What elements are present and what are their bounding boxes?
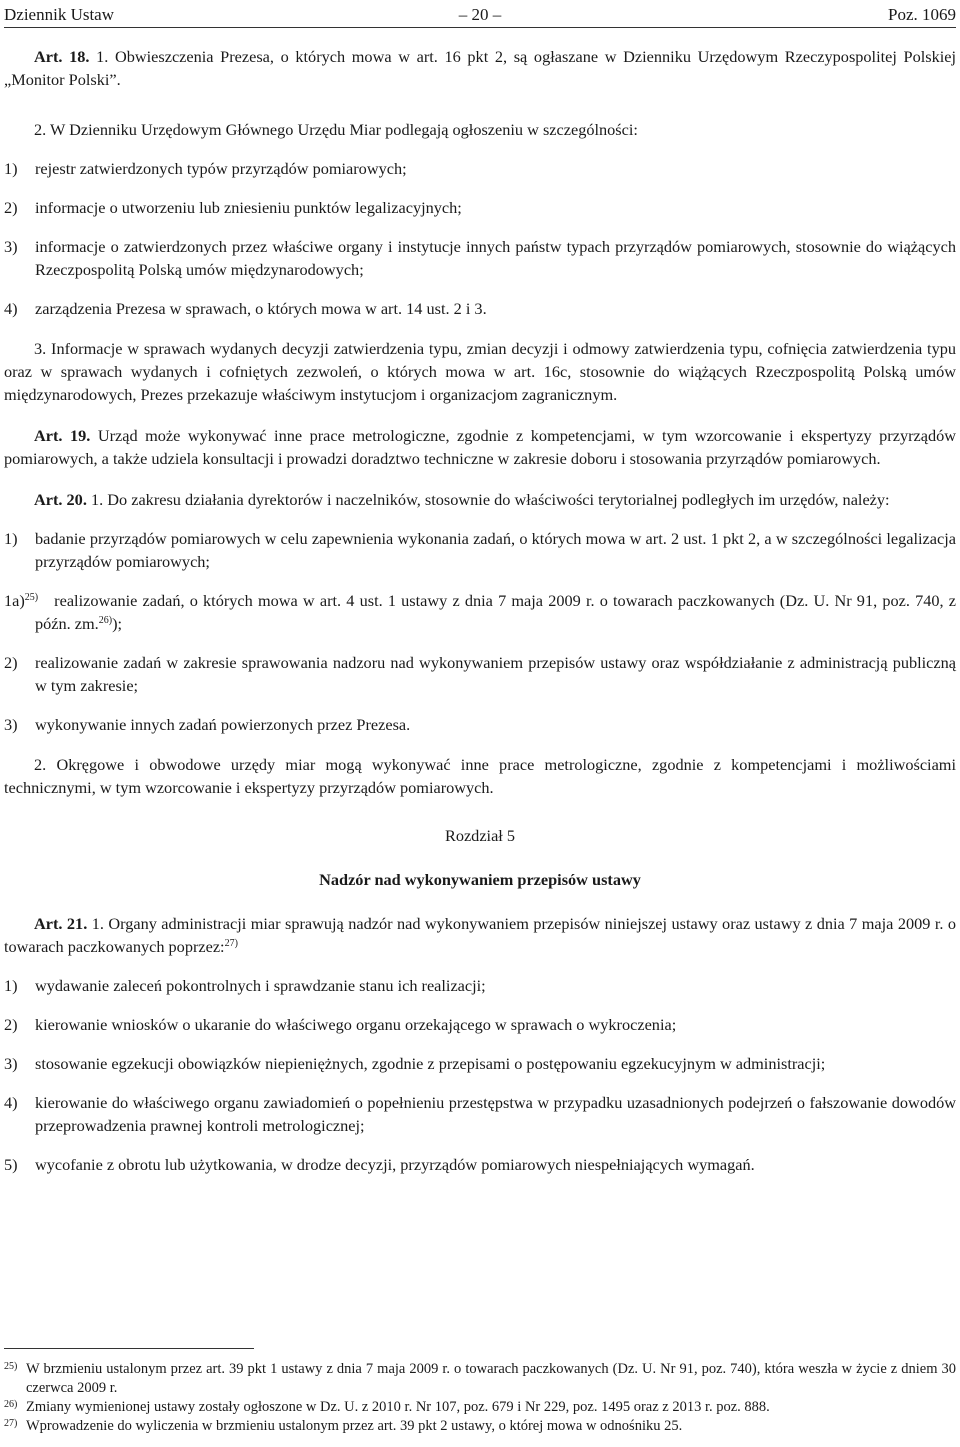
list-item-text: wydawanie zaleceń pokontrolnych i sprawdzanie stanu ich realizacji; (35, 976, 486, 995)
footnote-text: Wprowadzenie do wyliczenia w brzmieniu ustalonym przez art. 39 pkt 2 ustawy, o której mowa w odnośniku 25. (26, 1418, 683, 1434)
art18-para1 (4, 45, 956, 91)
list-item-number: 4) (4, 1093, 18, 1112)
art19-heading: Art. 19. (34, 426, 91, 445)
document-body (4, 45, 956, 1176)
footnote-ref-27: 27) (224, 938, 238, 949)
footnote-ref-25: 25) (24, 592, 39, 603)
list-item-text: realizowanie zadań, o których mowa w art. 4 ust. 1 ustawy z dnia 7 maja 2009 r. o towarach paczkowanych (Dz. U. Nr 91, poz. 740, z późn. zm. (35, 591, 956, 633)
list-item (4, 235, 956, 281)
footnote-rule (4, 1348, 254, 1349)
list-item-text: realizowanie zadań w zakresie sprawowania nadzoru nad wykonywaniem przepisów ustawy oraz współdziałanie z administracją publiczną w tym zakresie; (35, 653, 956, 695)
list-item (4, 1153, 956, 1176)
list-item (4, 1052, 956, 1075)
list-item-number: 1) (4, 159, 18, 178)
art20-heading: Art. 20. (34, 490, 87, 509)
art18-heading: Art. 18. (34, 47, 90, 66)
item-1a-label: 1a) (4, 591, 25, 610)
footnote-ref-26: 26) (98, 615, 113, 626)
footnote (4, 1417, 956, 1436)
art18-para3: 3. Informacje w sprawach wydanych decyzji zatwierdzenia typu, zmian decyzji i odmowy zatwierdzenia typu, cofnięcia zatwierdzenia typu oraz w sprawach wydanych i cofniętych zezwoleń, o których mowa w art. 16c, stosownie do wiążących Rzeczpospolitą Polską umów międzynarodowych, Prezes przekazuje właściwym instytucjom i organizacjom zagranicznym. (4, 339, 956, 404)
page-header (4, 3, 956, 27)
list-item-number: 2) (4, 653, 18, 672)
list-item (4, 1091, 956, 1137)
art21-text: 1. Organy administracji miar sprawują nadzór nad wykonywaniem przepisów niniejszej ustawy oraz ustawy z dnia 7 maja 2009 r. o towarach paczkowanych poprzez: (4, 914, 956, 956)
list-item-text: wykonywanie innych zadań powierzonych przez Prezesa. (35, 715, 411, 734)
art19-para (4, 424, 956, 470)
list-item-number: 3) (4, 715, 18, 734)
footnote-text: Zmiany wymienionej ustawy zostały ogłoszone w Dz. U. z 2010 r. Nr 107, poz. 679 i Nr 229, poz. 1495 oraz z 2013 r. poz. 888. (26, 1399, 770, 1415)
list-item-number: 2) (4, 1015, 18, 1034)
art18-para1-text: 1. Obwieszczenia Prezesa, o których mowa w art. 16 pkt 2, są ogłaszane w Dzienniku Urzędowym Rzeczypospolitej Polskiej „Monitor Polski”. (4, 47, 956, 89)
list-item-text: informacje o zatwierdzonych przez właściwe organy i instytucje innych państw typach przyrządów pomiarowych, stosownie do wiążących Rzeczpospolitą Polską umów międzynarodowych; (35, 237, 956, 279)
list-item-number: 1) (4, 529, 18, 548)
journal-title: Dziennik Ustaw (4, 5, 115, 24)
list-item (4, 974, 956, 997)
list-item-number: 5) (4, 1155, 18, 1174)
list-item (4, 157, 956, 180)
list-item-number: 2) (4, 198, 18, 217)
chapter-title-text: Nadzór nad wykonywaniem przepisów ustawy (319, 870, 641, 889)
list-item (4, 196, 956, 219)
list-item-text-end: ); (112, 614, 123, 633)
page-number: – 20 – (458, 5, 502, 24)
list-item (4, 589, 956, 635)
art21-para (4, 912, 956, 958)
art20-text: 1. Do zakresu działania dyrektorów i naczelników, stosownie do właściwości terytorialnej podległych im urzędów, należy: (86, 490, 890, 509)
chapter-title (4, 868, 956, 891)
list-item (4, 713, 956, 736)
footnote (4, 1360, 956, 1398)
list-item-text: rejestr zatwierdzonych typów przyrządów pomiarowych; (35, 159, 407, 178)
footnote-text: W brzmieniu ustalonym przez art. 39 pkt 1 ustawy z dnia 7 maja 2009 r. o towarach paczkowanych (Dz. U. Nr 91, poz. 740), która weszła w życie z dniem 30 czerwca 2009 r. (26, 1361, 956, 1396)
list-item-text: wycofanie z obrotu lub użytkowania, w drodze decyzji, przyrządów pomiarowych niespełniających wymagań. (35, 1155, 755, 1174)
list-item-text: zarządzenia Prezesa w sprawach, o których mowa w art. 14 ust. 2 i 3. (35, 299, 487, 318)
list-item (4, 527, 956, 573)
list-item-number: 1) (4, 976, 18, 995)
list-item-number: 3) (4, 237, 18, 256)
list-item (4, 1013, 956, 1036)
footnote (4, 1398, 956, 1417)
list-item (4, 297, 956, 320)
footnotes (4, 1360, 956, 1436)
chapter-number: Rozdział 5 (444, 826, 516, 845)
art18-para2: 2. W Dzienniku Urzędowym Głównego Urzędu Miar podlegają ogłoszeniu w szczególności: (34, 120, 638, 139)
list-item (4, 651, 956, 697)
art21-heading: Art. 21. (34, 914, 88, 933)
header-rule (4, 27, 956, 28)
list-item-number: 3) (4, 1054, 18, 1073)
footnote-number: 26) (4, 1399, 18, 1410)
art20-para1 (4, 488, 956, 511)
list-item-text: informacje o utworzeniu lub zniesieniu punktów legalizacyjnych; (35, 198, 462, 217)
art20-para2: 2. Okręgowe i obwodowe urzędy miar mogą wykonywać inne prace metrologiczne, zgodnie z kompetencjami i możliwościami technicznymi, w tym wzorcowanie i ekspertyzy przyrządów pomiarowych. (4, 755, 956, 797)
list-item-text: badanie przyrządów pomiarowych w celu zapewnienia wykonania zadań, o których mowa w art. 2 ust. 1 pkt 2, a w szczególności legalizacja przyrządów pomiarowych; (35, 529, 956, 571)
list-item-text: stosowanie egzekucji obowiązków niepieniężnych, zgodnie z przepisami o postępowaniu egzekucyjnym w administracji; (35, 1054, 826, 1073)
list-item-number (4, 589, 38, 612)
art19-text: Urząd może wykonywać inne prace metrologiczne, zgodnie z kompetencjami, w tym wzorcowanie i ekspertyzy przyrządów pomiarowych, a także udziela konsultacji i prowadzi doradztwo techniczne w zakresie doboru i stosowania przyrządów pomiarowych. (4, 426, 956, 468)
list-item-number: 4) (4, 299, 18, 318)
position-number: Poz. 1069 (888, 5, 956, 24)
footnote-number: 27) (4, 1418, 18, 1429)
list-item-text: kierowanie wniosków o ukaranie do właściwego organu orzekającego w sprawach o wykroczenia; (35, 1015, 677, 1034)
footnote-number: 25) (4, 1361, 18, 1372)
list-item-text: kierowanie do właściwego organu zawiadomień o popełnieniu przestępstwa w przypadku uzasadnionych podejrzeń o fałszowanie dowodów przeprowadzenia prawnej kontroli metrologicznej; (35, 1093, 956, 1135)
